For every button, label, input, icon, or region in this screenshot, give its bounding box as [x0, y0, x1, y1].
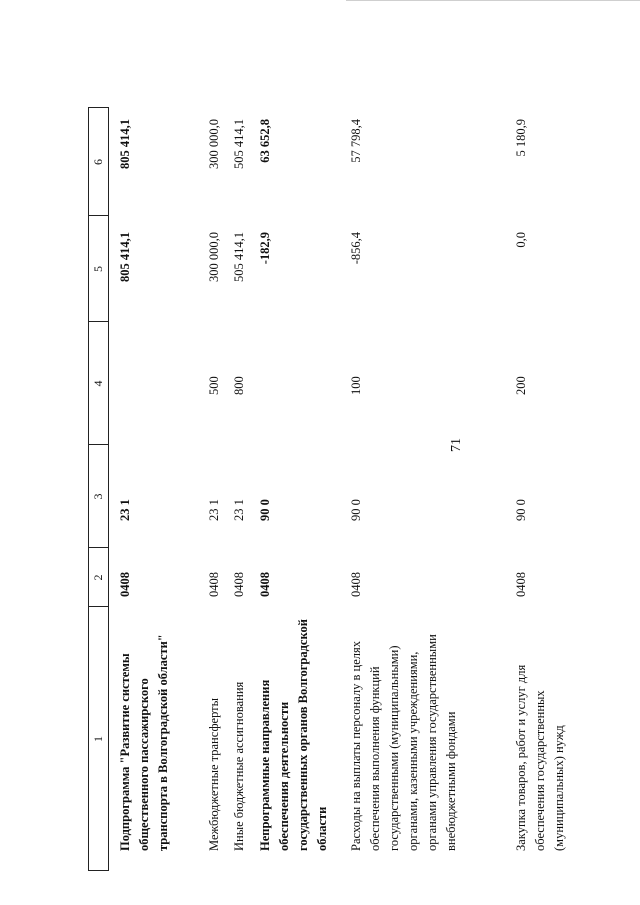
table-row-total: 300 000,0 — [207, 119, 221, 169]
table-row-section: 0408 — [232, 572, 246, 597]
budget-table — [88, 107, 620, 871]
table-row-expense-type: 200 — [514, 376, 528, 395]
header-top-border — [88, 107, 89, 871]
table-row-target: 90 0 — [514, 499, 528, 521]
table-row-target: 90 0 — [258, 499, 272, 521]
table-row-target: 23 1 — [207, 499, 221, 521]
table-row-name: Закупка товаров, работ и услуг для обеспечения государственных (муниципальных) нужд — [514, 664, 566, 851]
table-row-name: Подпрограмма "Развитие системы общественного пассажирского транспорта в Волгоградской области" — [118, 634, 170, 851]
table-row-name: Расходы на выплаты персоналу в целях обеспечения выполнения функций государственными (муниципальными) органами, казенными учреждениями, органами управления государственными внебюджетными фондами — [349, 634, 458, 851]
table-row-section: 0408 — [258, 572, 272, 597]
table-row-total: 63 652,8 — [258, 119, 272, 163]
table-row-total: 57 798,4 — [349, 119, 363, 163]
table-row-name: Иные бюджетные ассигнования — [232, 681, 246, 851]
page-number: 71 — [449, 438, 464, 452]
scan-edge-line — [346, 0, 640, 1]
column-header-4: 4 — [91, 380, 105, 387]
table-row-change: 805 414,1 — [118, 232, 132, 282]
table-row-total: 805 414,1 — [118, 119, 132, 169]
table-row-name: Межбюджетные трансферты — [207, 697, 221, 851]
column-header-1: 1 — [91, 736, 105, 742]
column-header-6: 6 — [91, 159, 105, 165]
column-header-3: 3 — [91, 493, 105, 500]
table-row-change: 300 000,0 — [207, 232, 221, 282]
table-row-expense-type: 500 — [207, 376, 221, 395]
table-row-section: 0408 — [514, 572, 528, 597]
table-row-target: 23 1 — [232, 499, 246, 521]
table-row-total: 505 414,1 — [232, 119, 246, 169]
table-row-target: 90 0 — [349, 499, 363, 521]
table-row-change: 0,0 — [514, 232, 528, 248]
table-row-total: 5 180,9 — [514, 119, 528, 157]
table-row-section: 0408 — [207, 572, 221, 597]
column-header-2: 2 — [91, 574, 105, 581]
table-row-change: -182,9 — [258, 232, 272, 265]
table-row-target: 23 1 — [118, 499, 132, 521]
table-row-change: -856,4 — [349, 232, 363, 265]
table-row-expense-type: 800 — [232, 376, 246, 395]
header-bottom-border — [108, 107, 109, 871]
table-row-change: 505 414,1 — [232, 232, 246, 282]
column-header-5: 5 — [91, 266, 105, 272]
table-row-expense-type: 100 — [349, 376, 363, 395]
table-row-section: 0408 — [118, 572, 132, 597]
table-row-name: Непрограммные направления обеспечения деятельности государственных органов Волгоградской области — [258, 619, 329, 851]
table-row-section: 0408 — [349, 572, 363, 597]
